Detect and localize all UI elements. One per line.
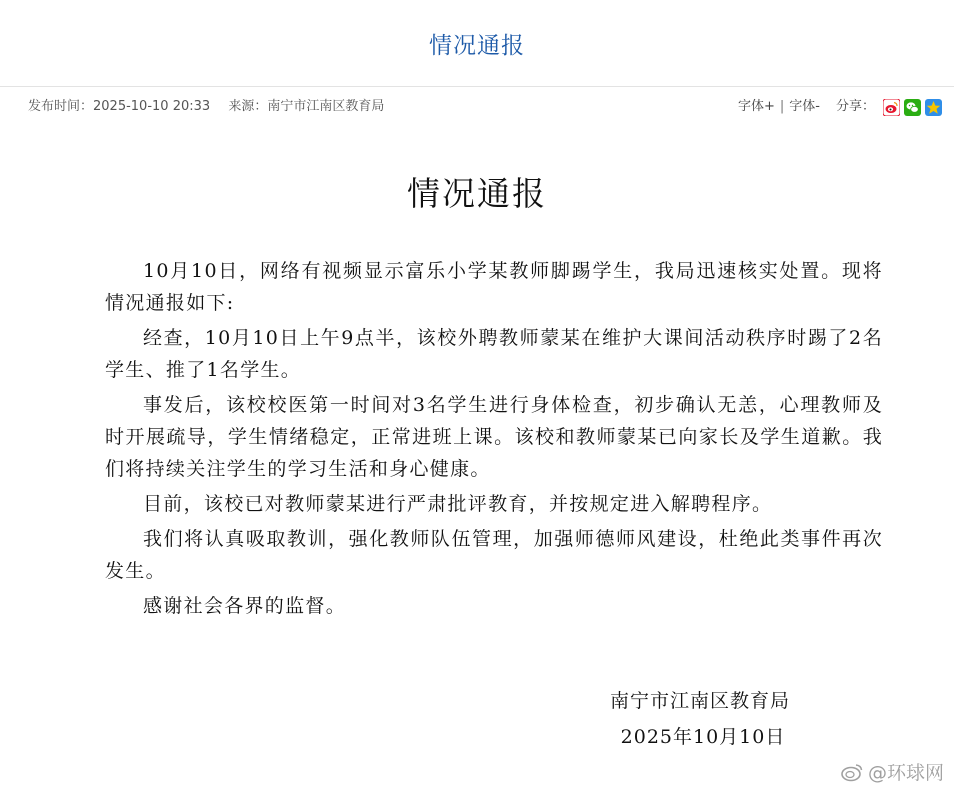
publish-time-value: 2025-10-10 20:33: [93, 99, 211, 114]
wechat-icon[interactable]: [904, 99, 921, 116]
signature-date: 2025年10月10日: [620, 726, 786, 748]
share-label: 分享：: [835, 99, 875, 114]
weibo-icon[interactable]: [883, 99, 900, 116]
article-title: 情况通报: [407, 174, 547, 213]
watermark-text: @环球网: [867, 762, 944, 784]
publish-time-label: 发布时间：: [28, 99, 94, 114]
signature-organization: 南宁市江南区教育局: [609, 690, 790, 712]
source-value: 南宁市江南区教育局: [267, 99, 385, 114]
page-tools: [738, 96, 942, 118]
signature-block: [560, 683, 840, 755]
article-paragraph: 我们将认真吸取教训，强化教师队伍管理，加强师德师风建设，杜绝此类事件再次发生。: [105, 528, 883, 582]
publish-time: [28, 99, 210, 114]
qzone-icon[interactable]: [925, 99, 942, 116]
article-paragraph: 目前，该校已对教师蒙某进行严肃批评教育，并按规定进入解聘程序。: [143, 493, 773, 515]
article-body: [105, 255, 883, 625]
source: [228, 99, 384, 114]
tool-divider: |: [779, 99, 785, 114]
article-paragraph: 感谢社会各界的监督。: [143, 595, 347, 617]
article-paragraph: 事发后，该校校医第一时间对3名学生进行身体检查，初步确认无恙，心理教师及时开展疏导，学生情绪稳定，正常进班上课。该校和教师蒙某已向家长及学生道歉。我们将持续关注学生的学习生活和身心健康。: [105, 394, 883, 480]
weibo-watermark-icon: [840, 762, 864, 782]
watermark: [840, 758, 944, 785]
page-header-title: 情况通报: [0, 0, 954, 87]
font-increase-button[interactable]: 字体+: [737, 99, 775, 114]
publish-info: [28, 96, 394, 118]
article-paragraph: 10月10日，网络有视频显示富乐小学某教师脚踢学生，我局迅速核实处置。现将情况通报如下:: [105, 260, 883, 314]
font-decrease-button[interactable]: 字体-: [789, 99, 820, 114]
article-paragraph: 经查，10月10日上午9点半，该校外聘教师蒙某在维护大课间活动秩序时踢了2名学生、推了1名学生。: [105, 327, 883, 381]
source-label: 来源：: [228, 99, 268, 114]
meta-bar: [0, 96, 954, 120]
